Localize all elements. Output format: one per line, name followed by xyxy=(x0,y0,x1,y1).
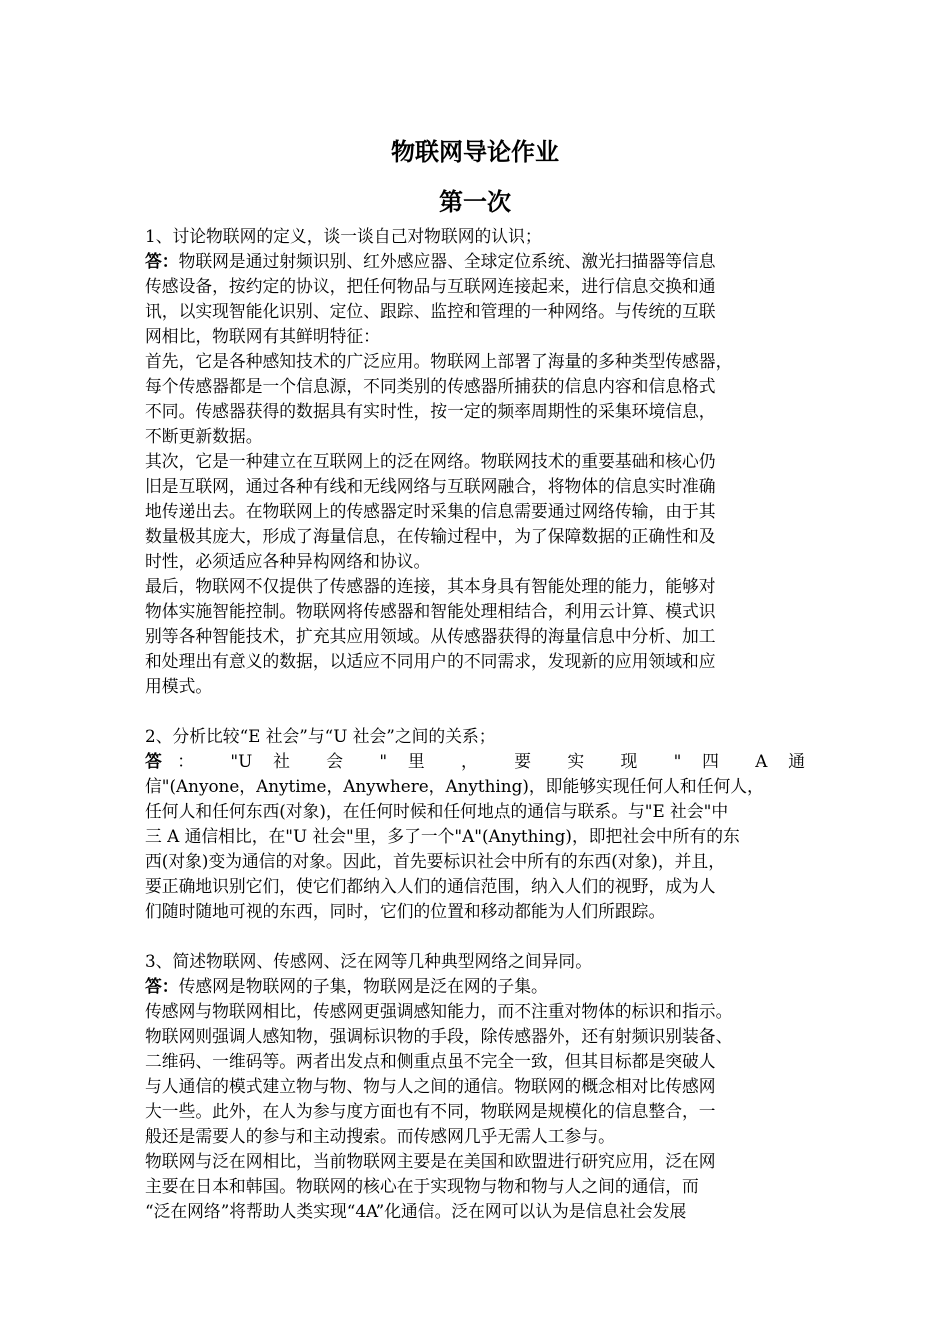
answer-3-line: 物联网则强调人感知物，强调标识物的手段，除传感器外，还有射频识别装备、 xyxy=(145,1026,733,1046)
answer-2-first-line xyxy=(145,749,805,774)
answer-text: 传感网是物联网的子集，物联网是泛在网的子集。 xyxy=(178,976,548,996)
answer-1-line: 首先，它是各种感知技术的广泛应用。物联网上部署了海量的多种类型传感器， xyxy=(145,351,733,371)
answer-1-line: 用模式。 xyxy=(145,676,213,696)
question-2: 2、分析比较“E 社会”与“U 社会”之间的关系； xyxy=(145,726,496,746)
document-title: 物联网导论作业 xyxy=(391,138,559,166)
answer-2-line: 们随时随地可视的东西，同时，它们的位置和移动都能为人们所跟踪。 xyxy=(145,901,666,921)
answer-2-line: 任何人和任何东西(对象)，在任何时候和任何地点的通信与联系。与"E 社会"中 xyxy=(145,801,729,821)
answer-1-line: 每个传感器都是一个信息源，不同类别的传感器所捕获的信息内容和信息格式 xyxy=(145,376,716,396)
answer-2-line: 三 A 通信相比，在"U 社会"里，多了一个"A"(Anything)，即把社会中所有的东 xyxy=(145,826,740,846)
answer-text: 物联网是通过射频识别、红外感应器、全球定位系统、激光扫描器等信息 xyxy=(178,251,716,271)
question-1: 1、讨论物联网的定义，谈一谈自己对物联网的认识； xyxy=(145,226,542,246)
answer-1-line: 最后，物联网不仅提供了传感器的连接，其本身具有智能处理的能力，能够对 xyxy=(145,576,716,596)
answer-1-line: 其次，它是一种建立在互联网上的泛在网络。物联网技术的重要基础和核心仍 xyxy=(145,451,716,471)
answer-2-line: 西(对象)变为通信的对象。因此，首先要标识社会中所有的东西(对象)，并且， xyxy=(145,851,725,871)
answer-3-line: 物联网与泛在网相比，当前物联网主要是在美国和欧盟进行研究应用，泛在网 xyxy=(145,1151,716,1171)
answer-2-line: 信"(Anyone，Anytime，Anywhere，Anything)，即能够实现任何人和任何人， xyxy=(145,776,764,796)
answer-3-line: 般还是需要人的参与和主动搜索。而传感网几乎无需人工参与。 xyxy=(145,1126,615,1146)
answer-1-line: 时性，必须适应各种异构网络和协议。 xyxy=(145,551,431,571)
answer-3-line: 传感网与物联网相比，传感网更强调感知能力，而不注重对物体的标识和指示。 xyxy=(145,1001,733,1021)
answer-3-line: 二维码、一维码等。两者出发点和侧重点虽不完全一致，但其目标都是突破人 xyxy=(145,1051,716,1071)
answer-1-line: 不同。传感器获得的数据具有实时性，按一定的频率周期性的采集环境信息， xyxy=(145,401,716,421)
answer-1-first-line xyxy=(145,249,805,274)
answer-text: ： "U 社 会 " 里 ， 要 实 现 " 四 A 通 xyxy=(177,751,805,771)
answer-1-line: 网相比，物联网有其鲜明特征： xyxy=(145,326,380,346)
document-subtitle: 第一次 xyxy=(439,188,511,216)
answer-3-line: “泛在网络”将帮助人类实现“4A”化通信。泛在网可以认为是信息社会发展 xyxy=(145,1201,687,1221)
answer-label: 答 xyxy=(145,751,178,771)
answer-1-line: 别等各种智能技术，扩充其应用领域。从传感器获得的海量信息中分析、加工 xyxy=(145,626,716,646)
question-3: 3、简述物联网、传感网、泛在网等几种典型网络之间异同。 xyxy=(145,951,592,971)
answer-1-line: 数量极其庞大，形成了海量信息，在传输过程中，为了保障数据的正确性和及 xyxy=(145,526,716,546)
answer-label: 答： xyxy=(145,976,179,996)
paragraph-gap xyxy=(145,924,805,949)
answer-1-line: 旧是互联网，通过各种有线和无线网络与互联网融合，将物体的信息实时准确 xyxy=(145,476,716,496)
answer-1-line: 不断更新数据。 xyxy=(145,426,263,446)
paragraph-gap xyxy=(145,699,805,724)
answer-3-first-line xyxy=(145,974,805,999)
answer-3-line: 主要在日本和韩国。物联网的核心在于实现物与物和物与人之间的通信，而 xyxy=(145,1176,699,1196)
answer-1-line: 地传递出去。在物联网上的传感器定时采集的信息需要通过网络传输，由于其 xyxy=(145,501,716,521)
answer-3-line: 大一些。此外，在人为参与度方面也有不同，物联网是规模化的信息整合，一 xyxy=(145,1101,716,1121)
answer-label: 答： xyxy=(145,251,179,271)
answer-3-line: 与人通信的模式建立物与物、物与人之间的通信。物联网的概念相对比传感网 xyxy=(145,1076,716,1096)
answer-1-line: 讯，以实现智能化识别、定位、跟踪、监控和管理的一种网络。与传统的互联 xyxy=(145,301,716,321)
answer-1-line: 传感设备，按约定的协议，把任何物品与互联网连接起来，进行信息交换和通 xyxy=(145,276,716,296)
document-body xyxy=(145,224,805,1224)
answer-2-line: 要正确地识别它们，使它们都纳入人们的通信范围，纳入人们的视野，成为人 xyxy=(145,876,716,896)
answer-1-line: 物体实施智能控制。物联网将传感器和智能处理相结合，利用云计算、模式识 xyxy=(145,601,716,621)
answer-1-line: 和处理出有意义的数据，以适应不同用户的不同需求，发现新的应用领域和应 xyxy=(145,651,716,671)
